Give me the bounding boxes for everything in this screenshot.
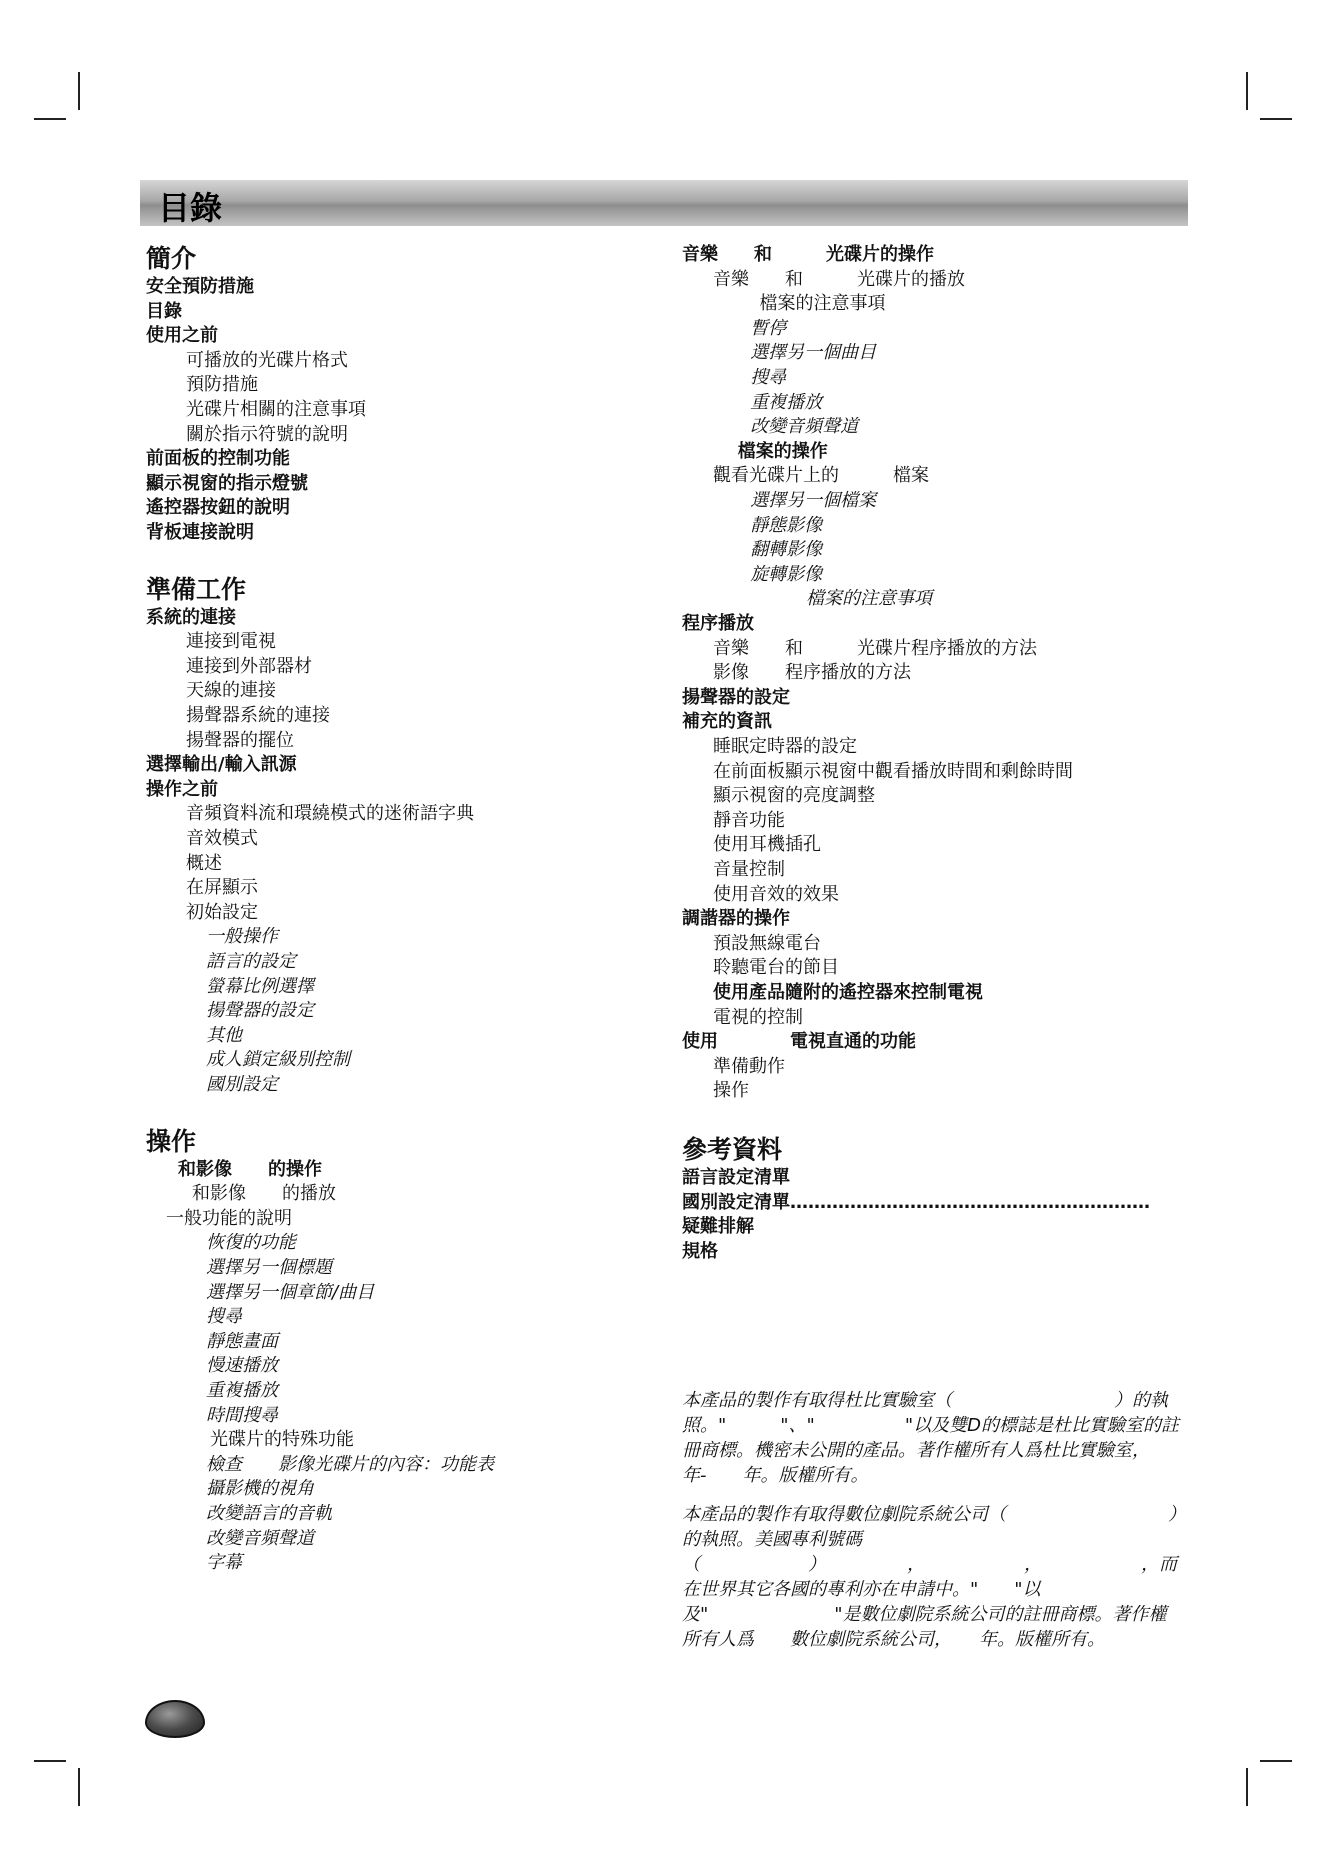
toc-entry[interactable]: 選擇另一個標題: [206, 1257, 332, 1278]
toc-entry[interactable]: 螢幕比例選擇: [206, 975, 314, 997]
toc-entry[interactable]: 使用產品隨附的遙控器來控制電視: [713, 982, 983, 1003]
toc-entry[interactable]: 靜態影像: [750, 514, 823, 536]
toc-entry[interactable]: 音樂 和 光碟片的播放: [713, 268, 965, 290]
crop-mark: [34, 1760, 66, 1762]
toc-entry[interactable]: 一般功能的說明: [166, 1207, 292, 1229]
toc-entry[interactable]: 恢復的功能: [206, 1232, 296, 1254]
toc-entry[interactable]: 揚聲器的設定: [682, 686, 790, 708]
crop-mark: [78, 72, 80, 110]
toc-entry[interactable]: 選擇輸出/輸入訊源: [146, 754, 297, 776]
toc-entry[interactable]: 程序播放: [682, 613, 754, 634]
toc-entry[interactable]: 補充的資訊: [682, 711, 772, 733]
toc-entry[interactable]: 預設無線電台: [713, 932, 821, 954]
toc-entry[interactable]: 改變語言的音軌: [206, 1503, 332, 1524]
toc-entry[interactable]: 音樂 和 光碟片的操作: [682, 244, 934, 265]
toc-entry[interactable]: 慢速播放: [206, 1355, 278, 1377]
dts-license-note: 本產品的製作有取得數位劇院系統公司（ ）的執照。美國專利號碼（ ） ， ， ，而在世界其它各國的專利亦在申請中。" "以及" "是數位劇院系統公司的註冊商標。著作權所有人爲 數位劇院系統公司， 年。版權所有。: [682, 1504, 1177, 1650]
toc-entry[interactable]: 檔案的注意事項: [806, 588, 932, 610]
toc-entry[interactable]: 睡眠定時器的設定: [713, 736, 857, 757]
toc-entry[interactable]: 翻轉影像: [750, 539, 823, 561]
license-notes: [682, 1388, 1182, 1666]
toc-entry[interactable]: 音頻資料流和環繞模式的迷術語字典: [186, 803, 474, 825]
toc-entry[interactable]: 檔案的注意事項: [759, 293, 886, 315]
toc-entry[interactable]: 音樂 和 光碟片程序播放的方法: [713, 637, 1037, 659]
section-heading: 參考資料: [682, 1135, 783, 1164]
toc-entry[interactable]: 顯示視窗的亮度調整: [713, 785, 875, 807]
toc-entry[interactable]: 在屏顯示: [186, 877, 258, 899]
toc-entry[interactable]: 在前面板顯示視窗中觀看播放時間和剩餘時間: [713, 760, 1073, 782]
toc-entry[interactable]: 重複播放: [206, 1380, 278, 1401]
crop-mark: [1246, 1768, 1248, 1806]
toc-entry[interactable]: 成人鎖定級別控制: [206, 1049, 350, 1071]
toc-entry[interactable]: 疑難排解: [682, 1216, 754, 1238]
page-number-tab: [145, 1700, 205, 1738]
header-bar: [140, 180, 1188, 226]
toc-entry[interactable]: 改變音頻聲道: [750, 416, 859, 438]
toc-entry[interactable]: 顯示視窗的指示燈號: [146, 472, 308, 494]
toc-entry[interactable]: 一般操作: [206, 926, 278, 948]
toc-entry[interactable]: 檢查 影像光碟片的內容：功能表: [206, 1453, 494, 1475]
toc-entry[interactable]: 聆聽電台的節目: [713, 957, 839, 979]
toc-entry[interactable]: 和影像 的操作: [178, 1158, 322, 1180]
toc-entry[interactable]: 旋轉影像: [750, 563, 823, 585]
toc-entry[interactable]: 連接到外部器材: [186, 655, 312, 677]
toc-entry[interactable]: 光碟片的特殊功能: [210, 1429, 354, 1451]
toc-entry[interactable]: 調諧器的操作: [682, 908, 790, 930]
toc-entry[interactable]: 操作: [713, 1080, 749, 1102]
toc-entry[interactable]: 音量控制: [713, 859, 785, 880]
toc-entry[interactable]: 安全預防措施: [146, 276, 254, 297]
toc-entry[interactable]: 國別設定清單……………………………………………………: [682, 1191, 1150, 1213]
toc-entry[interactable]: 國別設定: [206, 1074, 278, 1095]
toc-entry[interactable]: 關於指示符號的說明: [186, 423, 348, 445]
toc-entry[interactable]: 概述: [186, 852, 222, 874]
toc-entry[interactable]: 選擇另一個曲目: [750, 342, 877, 364]
toc-entry[interactable]: 準備動作: [713, 1055, 785, 1077]
toc-entry[interactable]: 目錄: [146, 300, 182, 322]
toc-entry[interactable]: 時間搜尋: [206, 1404, 278, 1426]
toc-entry[interactable]: 音效模式: [186, 828, 258, 849]
toc-entry[interactable]: 選擇另一個檔案: [750, 490, 877, 511]
toc-entry[interactable]: 靜態畫面: [206, 1330, 278, 1352]
toc-entry[interactable]: 語言的設定: [206, 951, 296, 972]
toc-entry[interactable]: 預防措施: [186, 374, 258, 396]
toc-entry[interactable]: 電視的控制: [713, 1006, 803, 1028]
toc-entry[interactable]: 搜尋: [750, 367, 787, 388]
toc-entry[interactable]: 重複播放: [750, 391, 823, 413]
crop-mark: [34, 118, 66, 120]
toc-entry[interactable]: 操作之前: [146, 778, 218, 800]
crop-mark: [1260, 118, 1292, 120]
toc-entry[interactable]: 靜音功能: [713, 809, 785, 831]
toc-entry[interactable]: 遙控器按鈕的說明: [146, 497, 290, 519]
toc-entry[interactable]: 背板連接說明: [146, 522, 254, 543]
toc-entry[interactable]: 使用 電視直通的功能: [682, 1031, 916, 1053]
toc-entry[interactable]: 揚聲器系統的連接: [186, 705, 330, 726]
toc-entry[interactable]: 光碟片相關的注意事項: [186, 399, 366, 420]
toc-entry[interactable]: 改變音頻聲道: [206, 1527, 314, 1549]
toc-entry[interactable]: 揚聲器的設定: [206, 1000, 314, 1022]
section-heading: 操作: [146, 1126, 197, 1156]
toc-entry[interactable]: 使用耳機插孔: [713, 834, 821, 856]
toc-entry[interactable]: 搜尋: [206, 1306, 242, 1328]
toc-entry[interactable]: 使用之前: [146, 325, 218, 347]
toc-entry[interactable]: 語言設定清單: [682, 1167, 790, 1188]
crop-mark: [78, 1768, 80, 1806]
toc-entry[interactable]: 初始設定: [186, 901, 258, 923]
toc-entry[interactable]: 使用音效的效果: [713, 883, 839, 905]
toc-entry[interactable]: 其他: [206, 1024, 242, 1046]
toc-entry[interactable]: 暫停: [750, 317, 787, 339]
toc-entry[interactable]: 攝影機的視角: [206, 1478, 314, 1500]
section-heading: 簡介: [146, 244, 197, 273]
toc-entry[interactable]: 檔案的操作: [737, 440, 828, 462]
toc-entry[interactable]: 規格: [682, 1240, 718, 1262]
toc-entry[interactable]: 字幕: [206, 1552, 242, 1574]
crop-mark: [1246, 72, 1248, 110]
toc-entry[interactable]: 影像 程序播放的方法: [713, 662, 911, 684]
toc-entry[interactable]: 觀看光碟片上的 檔案: [713, 465, 929, 487]
section-heading: 準備工作: [146, 574, 247, 604]
toc-entry[interactable]: 系統的連接: [146, 606, 236, 628]
toc-entry[interactable]: 揚聲器的擺位: [186, 729, 294, 751]
toc-entry[interactable]: 連接到電視: [186, 631, 276, 653]
dolby-license-note: 本產品的製作有取得杜比實驗室（ ）的執照。" "、" "以及雙D的標誌是杜比實驗室的註冊商標。機密未公開的產品。著作權所有人爲杜比實驗室， 年- 年。版權所有。: [682, 1390, 1179, 1486]
page-title: 目錄: [158, 189, 223, 227]
toc-entry[interactable]: 可播放的光碟片格式: [186, 349, 348, 371]
toc-entry[interactable]: 和影像 的播放: [192, 1183, 336, 1205]
toc-entry[interactable]: 天線的連接: [186, 680, 276, 702]
toc-entry[interactable]: 選擇另一個章節/曲目: [206, 1281, 375, 1303]
crop-mark: [1260, 1760, 1292, 1762]
toc-entry[interactable]: 前面板的控制功能: [146, 448, 290, 470]
